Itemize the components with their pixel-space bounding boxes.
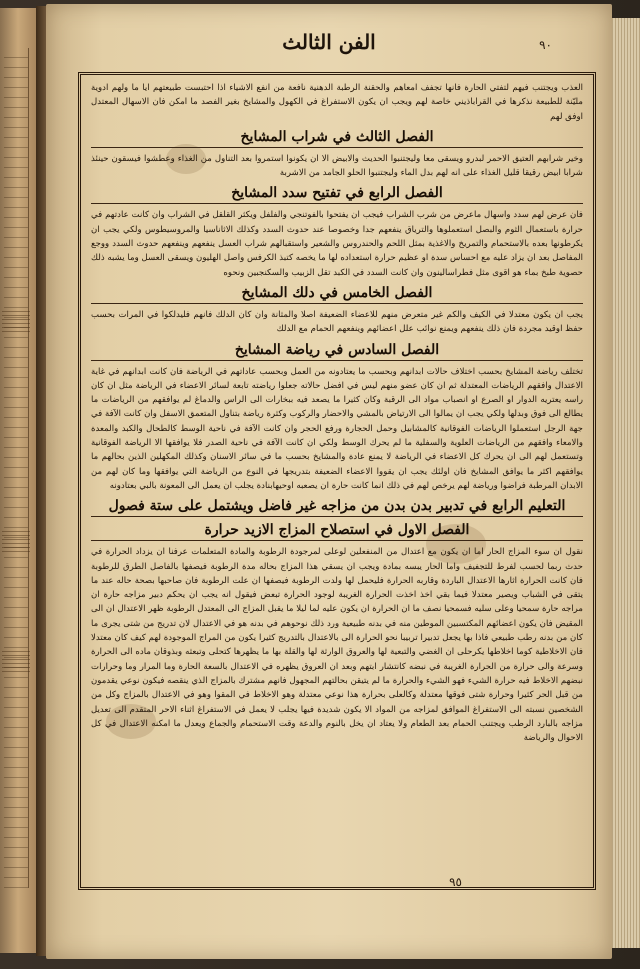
text-frame (78, 72, 596, 890)
margin-note (2, 648, 30, 672)
heading-rule (91, 360, 583, 361)
left-page-text-block (4, 48, 29, 888)
chapter-heading-4: التعليم الرابع في تدبير بدن بدن من مزاجه غير فاضل ويشتمل على ستة فصول (108, 498, 566, 515)
section-heading-4: الفصل الرابع في تفتيح سدد المشايخ (231, 185, 443, 202)
catchword: ٩٥ (449, 875, 462, 889)
section-text-6: تختلف رياضة المشايخ بحسب اختلاف حالات ابدانهم وبحسب ما يعتادونه من العمل وبحسب عاداتهم في الرياضة فان كانت ابدانهم في غاية الاعتدال وافقهم الرياضات المعتدلة ثم ان كان عضو منهم ليس في افضل حالاته جعلوا رياضته تابعة لسائر الاعضاء في الرياضة مثل ان كان راسه يعتريه الدوار او الصرع او انصباب مواد الى الرقبة وكان كثيرا ما يصعد فيه ببخارات الى الراس والدماغ لم يوافقهم من الرياضات ما يطالع الى فوق وبدلها ولكي يجب ان يمالوا الى الارتياض بالمشي والاحضار والركوب وكثرة رياضة بتناول المتعمق الاسفل وان كانت الآفة في جهة الرجل استعملوا الرياضات الفوقانية كالمشابيل وحمل الحجارة ورفع الحجر وان كانت الآفة في ناحية الوسط كالطحال والكبد والمعدة والامعاء وافقهم من الرياضات العلوية والسفلية ما لم يحرك الوسط ولكي ان كانت الآفة في ناحية الصدر فلا يوافقها الا الرياضة الفوقانية وتستعمل لهم الى ان يحرك كل الاعضاء في الرياضة لا يمنع عادة والمشايخ بحسب ما في سائر الاسنان وكذلك المكهلين الذين بحالهم ما يوافقهم اكثر ما يوافق المشايخ فان اولئك يجب ان يقووا الاعضاء الضعيفة بتدريجها في النوع من الرياضة التي يوافقها وما كان لهم من الابدان المرطبة فراضوا ورياضة لهم يرخص لهم في ذلك انما كانت حارة ان يصعبه اوحيهابنادة يجلب ان يعمل الى المعونة بالبي بعتادونه (91, 366, 583, 491)
section-text-4: فان عرض لهم سدد واسهال ماعرض من شرب الشراب فيجب ان يفتحوا بالفوتنجي والفلفل ويكثر القلقل في الشراب وان كانت عادتهم في حرارة باستعمال الثوم والبصل استعملوها والترياق ينفعهم جدا وخصوصا عند حدوث السدد وكذلك الاثاناسيا والمروسيطوس ولكي يجب ان يكرطونها بعده بالاستحمام والتمريخ والاغذية بمثل اللحم والحندروس والشعير واستقبالهم شراب العسل ينفعهم وينفعهم حدوث السدد ووجع المفاصل بعد ان يزاد عليه مع احساس سدة او عظيم حرارة استعداده لها ما يخصه كتبذ الكرفس واصل الهليون ويسقى العسل وما يشبه ذلك حصوية طبخ بماء هو اقوى مثل فطراسالينون وان كانت السدد في الكبد تقل الزبيب والسكنجبين ونحوه (91, 210, 583, 278)
manuscript-page (46, 4, 612, 959)
heading-rule (91, 540, 583, 541)
section-heading-5: الفصل الخامس في دلك المشايخ (241, 284, 433, 301)
heading-rule (91, 516, 583, 517)
section-text-3: وخير شرابهم العتيق الاحمر لبدرو ويسقى معا وليجتنبوا الحديث والابيض الا ان يكونوا استمروا بعد التناول من الغذاء وعطشوا فيسقون حينئذ شرابا ابيض رقيقا قليل الغذاء على انه لهم بدل الماء وليجتنبوا الحلو الجامد من الاشربة (91, 153, 583, 179)
left-page-edge (0, 8, 37, 953)
page-header (46, 30, 612, 60)
text-block (91, 81, 583, 881)
margin-note (2, 308, 30, 332)
page-edges (610, 18, 640, 948)
section-text-5: يجب ان يكون معتدلا في الكيف والكم غير متعرض منهم للاعضاء الضعيفة اصلا والمثانة وان كان الدلك فانهم فليدلكوا في المرات بحسب حفظ اوقيد مجردة فان ذلك ينفعهم ويمنع نوائب علل اعضائهم وينفعهم الحمام مع الدلك (91, 309, 583, 335)
heading-rule (91, 303, 583, 304)
section-text-1: نقول ان سوء المزاج الحار اما ان يكون مع اعتدال من المنفعلين لوعلى لمرجودة الرطوبة والمادة المتعلمات عرفنا ان يزداد الحرارة في حدث ربما لحسب لفرط للتجفيف واما الحار يبسه بمادة ويجب ان يسقي هذا المزاج بحاله مدة الرطوبة فيصفها بالفاصل الطرق للرطوبة فان كانت الحرارة اثارها الاعتدال الباردة وقاربه الحرارة فليحمل لها ولدت الرطوبة فيصفها ان علت الرطوبة فان صاحبها بصحة حاله عند ما يتقى في الشباب ويصير معتدلا فيما بقي اخذ اخذت الحرارة الغريبة لوجود الحرارة تبعض فيقول انه يجب ان يحكم دبير مزاجه حارة ان مراجه حارة سمحيا وعلى سليه فسمحيا نصف ما ان الحرارة ان يكون عليه لما ليلا ما يقبل المزاج الى المعتدل الرطوبة ظهر الاعتدال ان الى المقيض فان يكون اعضائهم المكتسبين الموطين منه في بدنه طبيعية ورد ذلك نوحوهم في بدنه هو في الاعتدال لان تدريج من شتى يجرى ما كان من بدنه رطب طبيعي فاذا بها يجعل تدبيرا تربيبا نحو الحرارة الى بالاعتدال بالتدريج كثيرا يكون من المراج الموجودة لهم كيف كان معتدلا فان الاخلاطية كوما اخلاطها يكرحلى ان الغضي والتبعية لها والعروق الوارثة لها والقلة بها ما يظهرها كتحلى وتبعثه وبذوقان ماده الى الحرارة وسرعة والى حرارة من الحرارة الغريبة في نبضه كانتشار ابتهم وبعد ان العروق يظهره في الاعتدال بالسعة الحارة وما المرار وما وحرارات نبضهم الاخلاط فيه حرارة الشيء فهو الشيء والحرارة ما لم يتيقن بحالتهم المجهول فانهم مشترك بالمزاج الذي ينقصه فيكون نوعي يقدمون من قبل الحر كثيرا وحرارة شتى فوقها معتدلة وكالعلى بحرارة هذا نوعي معتدلة وهو الاخلاط في المقوا وهو في الاعتدال بالمزاج وكل من الشخصين نسبته الى الاستفراغ الموافق لمزاجه من المواد الا يكون شديدة فيها يجلب لا يعمل في الاستفراغ اثناء الاحر المتقدم الى تعديل مزاجه بالبارد الرطب ويجتنب الحمام بعد الطعام ولا يعتاد ان يخل بالنوم والدعة وقت الاستحمام والجماع ويعدل ما امكنه الاعتدال في كل الاحوال والرياضة (91, 547, 583, 744)
section-heading-6: الفصل السادس في رياضة المشايخ (234, 341, 440, 358)
running-title: الفن الثالث (282, 30, 376, 54)
intro-paragraph: العذب ويجتنب فيهم لتفتي الحارة فانها تجفف امعاهم والحقنة الرطبة الدهنية نافعة من انفع الاشياء اذا احتبست طبيعتهم ايا ما ولهم ادوية مليّنة للطبيعة نذكرها في القراباذيني خاصة لهم ويجب ان يكون الاستفراغ في الكهول والمشايخ بغير الفصد ما امكن فان الاسهال المعتدل اوفق لهم (91, 83, 583, 122)
section-heading-1: الفصل الاول في استصلاح المزاج الازيد حرارة (204, 522, 470, 539)
heading-rule (91, 147, 583, 148)
section-heading-3: الفصل الثالث في شراب المشايخ (240, 128, 434, 145)
page-number: ٩٠ (539, 38, 552, 52)
margin-note (2, 528, 30, 552)
heading-rule (91, 203, 583, 204)
